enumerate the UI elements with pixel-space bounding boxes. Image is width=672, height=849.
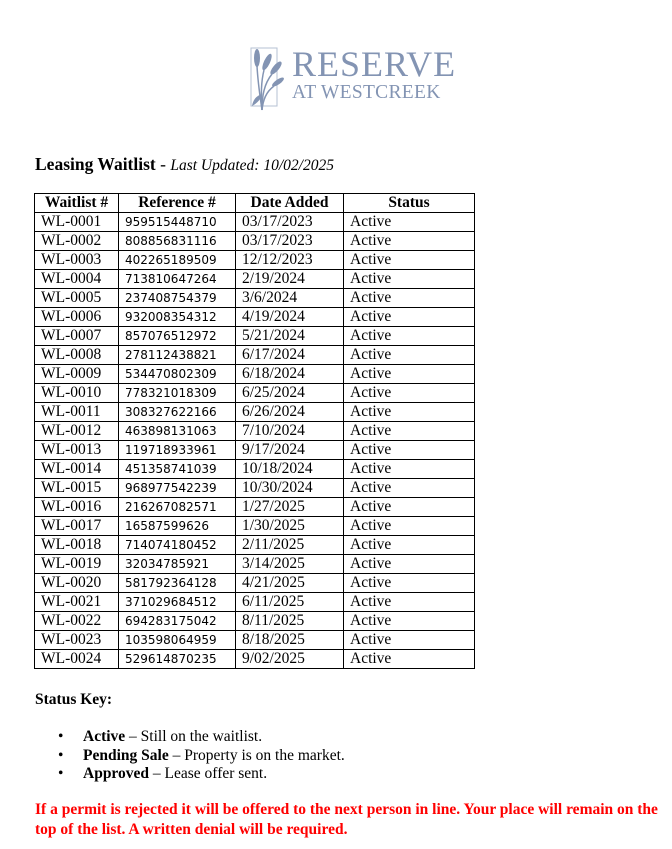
status-cell: Active: [344, 384, 475, 403]
date-added-cell: 6/17/2024: [236, 346, 344, 365]
status-cell: Active: [344, 213, 475, 232]
table-row: [35, 422, 475, 441]
waitlist-number-cell: WL-0007: [35, 327, 119, 346]
status-key-item: [58, 765, 345, 784]
column-header-date-added: Date Added: [236, 194, 344, 213]
waitlist-number-cell: WL-0024: [35, 650, 119, 669]
table-row: [35, 593, 475, 612]
table-row: [35, 251, 475, 270]
waitlist-number-cell: WL-0001: [35, 213, 119, 232]
status-cell: Active: [344, 574, 475, 593]
status-key-title: Status Key:: [35, 691, 113, 708]
page-title: [35, 154, 334, 175]
bullet-icon: •: [58, 746, 64, 764]
status-cell: Active: [344, 650, 475, 669]
reference-number-cell: 932008354312: [119, 308, 236, 327]
waitlist-number-cell: WL-0002: [35, 232, 119, 251]
reference-number-cell: 308327622166: [119, 403, 236, 422]
status-cell: Active: [344, 251, 475, 270]
reference-number-cell: 32034785921: [119, 555, 236, 574]
table-row: [35, 441, 475, 460]
date-added-cell: 03/17/2023: [236, 232, 344, 251]
date-added-cell: 03/17/2023: [236, 213, 344, 232]
status-cell: Active: [344, 232, 475, 251]
waitlist-number-cell: WL-0015: [35, 479, 119, 498]
waitlist-number-cell: WL-0012: [35, 422, 119, 441]
waitlist-number-cell: WL-0004: [35, 270, 119, 289]
table-row: [35, 232, 475, 251]
reference-number-cell: 968977542239: [119, 479, 236, 498]
waitlist-number-cell: WL-0013: [35, 441, 119, 460]
date-added-cell: 3/6/2024: [236, 289, 344, 308]
reference-number-cell: 237408754379: [119, 289, 236, 308]
date-added-cell: 3/14/2025: [236, 555, 344, 574]
reference-number-cell: 581792364128: [119, 574, 236, 593]
date-added-cell: 1/27/2025: [236, 498, 344, 517]
logo: [250, 44, 457, 112]
reference-number-cell: 529614870235: [119, 650, 236, 669]
status-cell: Active: [344, 631, 475, 650]
title-separator: -: [155, 154, 171, 174]
date-added-cell: 12/12/2023: [236, 251, 344, 270]
status-cell: Active: [344, 346, 475, 365]
reference-number-cell: 778321018309: [119, 384, 236, 403]
waitlist-number-cell: WL-0008: [35, 346, 119, 365]
waitlist-number-cell: WL-0014: [35, 460, 119, 479]
reference-number-cell: 959515448710: [119, 213, 236, 232]
waitlist-number-cell: WL-0023: [35, 631, 119, 650]
table-row: [35, 612, 475, 631]
status-term: Active: [83, 728, 126, 745]
reference-number-cell: 216267082571: [119, 498, 236, 517]
bullet-icon: •: [58, 728, 64, 745]
status-cell: Active: [344, 498, 475, 517]
waitlist-number-cell: WL-0005: [35, 289, 119, 308]
waitlist-number-cell: WL-0022: [35, 612, 119, 631]
reference-number-cell: 808856831116: [119, 232, 236, 251]
table-row: [35, 403, 475, 422]
reference-number-cell: 371029684512: [119, 593, 236, 612]
date-added-cell: 10/18/2024: [236, 460, 344, 479]
status-description: – Still on the waitlist.: [125, 728, 263, 745]
status-cell: Active: [344, 612, 475, 631]
status-key-item: [58, 728, 345, 747]
status-cell: Active: [344, 517, 475, 536]
reference-number-cell: 119718933961: [119, 441, 236, 460]
status-cell: Active: [344, 593, 475, 612]
waitlist-table: [34, 193, 475, 669]
status-cell: Active: [344, 308, 475, 327]
waitlist-number-cell: WL-0019: [35, 555, 119, 574]
reference-number-cell: 857076512972: [119, 327, 236, 346]
date-added-cell: 4/21/2025: [236, 574, 344, 593]
table-row: [35, 308, 475, 327]
status-cell: Active: [344, 460, 475, 479]
reference-number-cell: 714074180452: [119, 536, 236, 555]
waitlist-number-cell: WL-0016: [35, 498, 119, 517]
status-cell: Active: [344, 327, 475, 346]
date-added-cell: 1/30/2025: [236, 517, 344, 536]
date-added-cell: 5/21/2024: [236, 327, 344, 346]
status-cell: Active: [344, 555, 475, 574]
date-added-cell: 10/30/2024: [236, 479, 344, 498]
table-row: [35, 631, 475, 650]
status-cell: Active: [344, 403, 475, 422]
waitlist-number-cell: WL-0003: [35, 251, 119, 270]
status-cell: Active: [344, 270, 475, 289]
table-row: [35, 289, 475, 308]
table-row: [35, 346, 475, 365]
column-header-waitlist: Waitlist #: [35, 194, 119, 213]
waitlist-number-cell: WL-0010: [35, 384, 119, 403]
reference-number-cell: 694283175042: [119, 612, 236, 631]
date-added-cell: 6/25/2024: [236, 384, 344, 403]
reference-number-cell: 713810647264: [119, 270, 236, 289]
date-added-cell: 6/18/2024: [236, 365, 344, 384]
date-added-cell: 2/19/2024: [236, 270, 344, 289]
cattail-logo-icon: [250, 44, 286, 112]
column-header-status: Status: [344, 194, 475, 213]
status-key-item: [58, 747, 345, 766]
status-cell: Active: [344, 441, 475, 460]
status-cell: Active: [344, 289, 475, 308]
table-row: [35, 460, 475, 479]
table-header-row: [35, 194, 475, 213]
date-added-cell: 9/17/2024: [236, 441, 344, 460]
status-cell: Active: [344, 422, 475, 441]
date-added-cell: 8/11/2025: [236, 612, 344, 631]
reference-number-cell: 103598064959: [119, 631, 236, 650]
table-row: [35, 479, 475, 498]
date-added-cell: 6/26/2024: [236, 403, 344, 422]
column-header-reference: Reference #: [119, 194, 236, 213]
waitlist-number-cell: WL-0020: [35, 574, 119, 593]
waitlist-number-cell: WL-0018: [35, 536, 119, 555]
reference-number-cell: 451358741039: [119, 460, 236, 479]
date-added-cell: 4/19/2024: [236, 308, 344, 327]
table-row: [35, 384, 475, 403]
table-row: [35, 650, 475, 669]
date-added-cell: 2/11/2025: [236, 536, 344, 555]
table-row: [35, 365, 475, 384]
reference-number-cell: 534470802309: [119, 365, 236, 384]
bullet-icon: •: [58, 765, 64, 782]
last-updated: Last Updated: 10/02/2025: [170, 157, 334, 174]
table-row: [35, 555, 475, 574]
table-row: [35, 270, 475, 289]
status-cell: Active: [344, 365, 475, 384]
status-description: – Lease offer sent.: [149, 765, 268, 782]
table-row: [35, 574, 475, 593]
waitlist-number-cell: WL-0021: [35, 593, 119, 612]
title-text: Leasing Waitlist: [35, 154, 156, 174]
logo-text-primary: RESERVE: [292, 44, 457, 84]
reference-number-cell: 16587599626: [119, 517, 236, 536]
date-added-cell: 8/18/2025: [236, 631, 344, 650]
table-row: [35, 327, 475, 346]
logo-text-secondary: AT WESTCREEK: [292, 82, 441, 103]
date-added-cell: 9/02/2025: [236, 650, 344, 669]
status-term: Approved: [83, 765, 150, 782]
table-row: [35, 536, 475, 555]
waitlist-number-cell: WL-0009: [35, 365, 119, 384]
table-body: [35, 213, 475, 669]
status-description: – Property is on the market.: [168, 746, 345, 764]
table-row: [35, 498, 475, 517]
status-cell: Active: [344, 479, 475, 498]
table-row: [35, 517, 475, 536]
reference-number-cell: 402265189509: [119, 251, 236, 270]
reference-number-cell: 463898131063: [119, 422, 236, 441]
reference-number-cell: 278112438821: [119, 346, 236, 365]
date-added-cell: 6/11/2025: [236, 593, 344, 612]
status-cell: Active: [344, 536, 475, 555]
waitlist-number-cell: WL-0006: [35, 308, 119, 327]
rejection-notice: If a permit is rejected it will be offered to the next person in line. Your place will remain on the top of the list. A written denial will be required.: [35, 801, 658, 838]
status-key-list: [58, 728, 345, 784]
status-term: Pending Sale: [83, 746, 169, 764]
date-added-cell: 7/10/2024: [236, 422, 344, 441]
waitlist-number-cell: WL-0017: [35, 517, 119, 536]
waitlist-number-cell: WL-0011: [35, 403, 119, 422]
table-row: [35, 213, 475, 232]
